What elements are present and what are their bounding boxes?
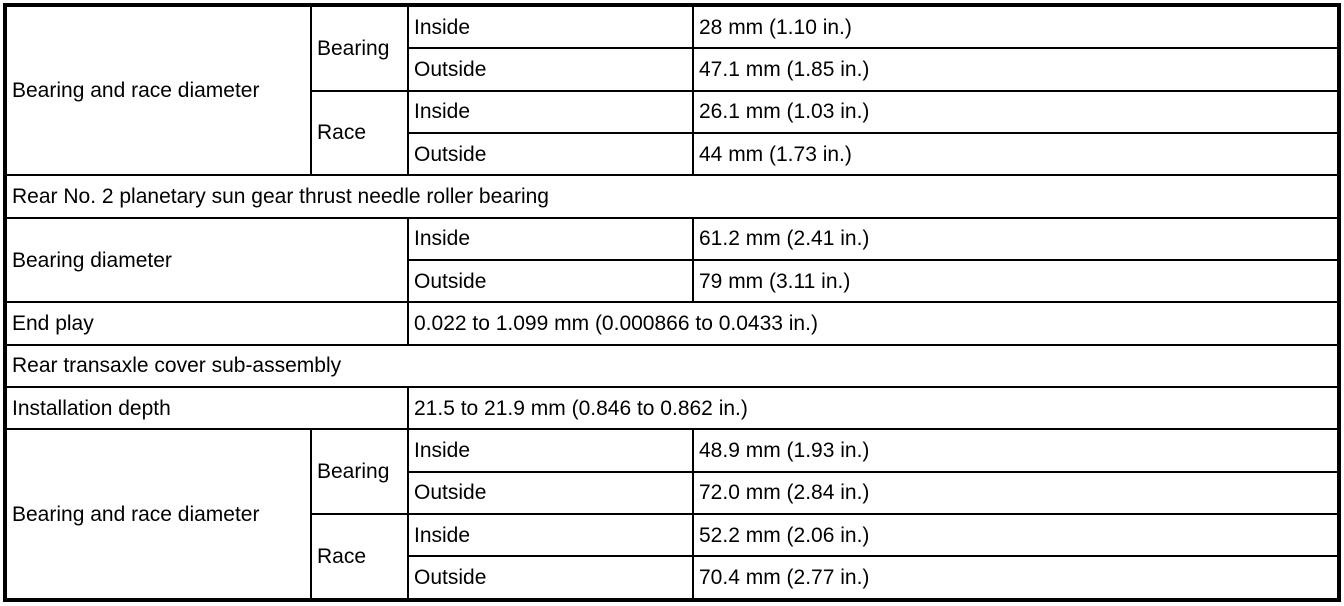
row-label: Bearing and race diameter <box>6 6 311 175</box>
table-row <box>6 6 1338 48</box>
spec-value: 72.0 mm (2.84 in.) <box>693 472 1338 514</box>
table-row <box>6 387 1338 429</box>
spec-value: 21.5 to 21.9 mm (0.846 to 0.862 in.) <box>408 387 1338 429</box>
table-row <box>6 302 1338 344</box>
measure-label: Inside <box>408 429 693 471</box>
measure-label: Outside <box>408 133 693 175</box>
measure-label: Inside <box>408 218 693 260</box>
section-heading: Rear No. 2 planetary sun gear thrust needle roller bearing <box>6 175 1338 217</box>
section-row <box>6 345 1338 387</box>
spec-value: 79 mm (3.11 in.) <box>693 260 1338 302</box>
spec-value: 26.1 mm (1.03 in.) <box>693 91 1338 133</box>
section-heading: Rear transaxle cover sub-assembly <box>6 345 1338 387</box>
spec-table <box>5 5 1339 600</box>
sub-label: Race <box>311 514 408 599</box>
spec-value: 52.2 mm (2.06 in.) <box>693 514 1338 556</box>
spec-value: 70.4 mm (2.77 in.) <box>693 556 1338 599</box>
row-label: Bearing diameter <box>6 218 408 303</box>
measure-label: Inside <box>408 91 693 133</box>
measure-label: Outside <box>408 48 693 90</box>
table-row <box>6 218 1338 260</box>
sub-label: Bearing <box>311 6 408 91</box>
measure-label: Outside <box>408 472 693 514</box>
table-row <box>6 429 1338 471</box>
measure-label: Inside <box>408 514 693 556</box>
spec-value: 47.1 mm (1.85 in.) <box>693 48 1338 90</box>
row-label: Installation depth <box>6 387 408 429</box>
measure-label: Outside <box>408 260 693 302</box>
section-row <box>6 175 1338 217</box>
sub-label: Race <box>311 91 408 176</box>
measure-label: Inside <box>408 6 693 48</box>
measure-label: Outside <box>408 556 693 599</box>
spec-value: 48.9 mm (1.93 in.) <box>693 429 1338 471</box>
spec-value: 61.2 mm (2.41 in.) <box>693 218 1338 260</box>
row-label: End play <box>6 302 408 344</box>
spec-value: 44 mm (1.73 in.) <box>693 133 1338 175</box>
row-label: Bearing and race diameter <box>6 429 311 599</box>
sub-label: Bearing <box>311 429 408 514</box>
spec-value: 28 mm (1.10 in.) <box>693 6 1338 48</box>
spec-value: 0.022 to 1.099 mm (0.000866 to 0.0433 in.) <box>408 302 1338 344</box>
